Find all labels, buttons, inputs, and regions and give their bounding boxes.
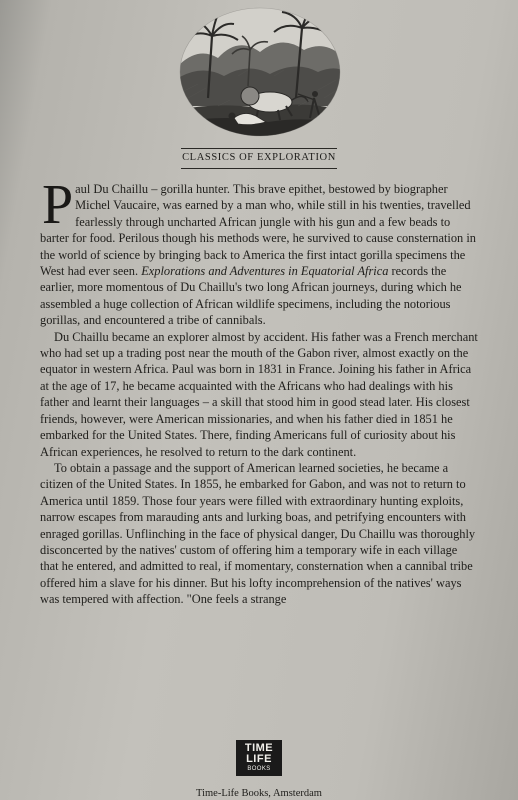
book-title-italic: Explorations and Adventures in Equatorial Africa	[141, 264, 389, 279]
blurb-paragraph-1-part-a: aul Du Chaillu – gorilla hunter. This brave epithet, bestowed by biographer Michel Vaucaire, was earned by a man who, while still in his twenties, travelled fearlessly through uncharted African jungle with his gun and a few beads to barter for food. Perilous though his methods were, he survived to cause consternation in the world of science by bringing back to America the first intact gorilla specimens the West had ever seen.	[40, 182, 476, 279]
title-rule-bottom	[181, 168, 337, 169]
blurb-paragraph-2: Du Chaillu became an explorer almost by accident. His father was a French merchant who had set up a trading post near the mouth of the Gabon river, almost exactly on the equator in western Africa. Paul was born in 1831 in France. Joining his father in Africa at the age of 17, he became acquainted with the Africans who had dealings with his father and learnt their languages – a skill that stood him in good stead later. His closest friends, however, were American missionaries, and when his father died in 1851 he embarked for the United States. There, finding Americans full of curiosity about his African experiences, he resolved to return to the dark continent.	[40, 329, 478, 459]
logo-line-life: LIFE	[246, 753, 272, 765]
blurb-paragraph-1-part-b: records the earlier, more momentous of Du Chaillu's two long African journeys, during which he assembled a huge collection of African wildlife specimens, including the notorious gorillas, and encountered a tribe of cannibals.	[40, 264, 462, 328]
drop-cap: P	[42, 174, 74, 236]
title-rule-top	[181, 148, 337, 149]
publisher-imprint: Time-Life Books, Amsterdam	[196, 788, 322, 799]
jungle-hunting-engraving	[178, 6, 342, 138]
blurb-paragraph-1	[40, 174, 478, 329]
logo-line-books: BOOKS	[247, 766, 271, 772]
blurb-text	[40, 174, 478, 608]
blurb-paragraph-3: To obtain a passage and the support of American learned societies, he became a citizen of the United States. In 1855, he embarked for Gabon, and was not to return to America until 1859. Those four years were filled with extraordinary hunting exploits, narrow escapes from marauding ants and lurking boas, and petrifying encounters with enraged gorillas. Unflinching in the face of physical danger, Du Chaillu was thoroughly disconcerted by the natives' custom of offering him a temporary wife in each village that he entered, and admitted to real, if momentary, consternation when a cannibal tribe offered him a slave for his dinner. But his lofty incomprehension of the natives' ways was tempered with affection. "One feels a strange	[40, 460, 476, 607]
time-life-books-logo	[236, 740, 282, 776]
logo-line-time: TIME	[244, 742, 274, 754]
series-title: CLASSICS OF EXPLORATION	[182, 152, 336, 163]
